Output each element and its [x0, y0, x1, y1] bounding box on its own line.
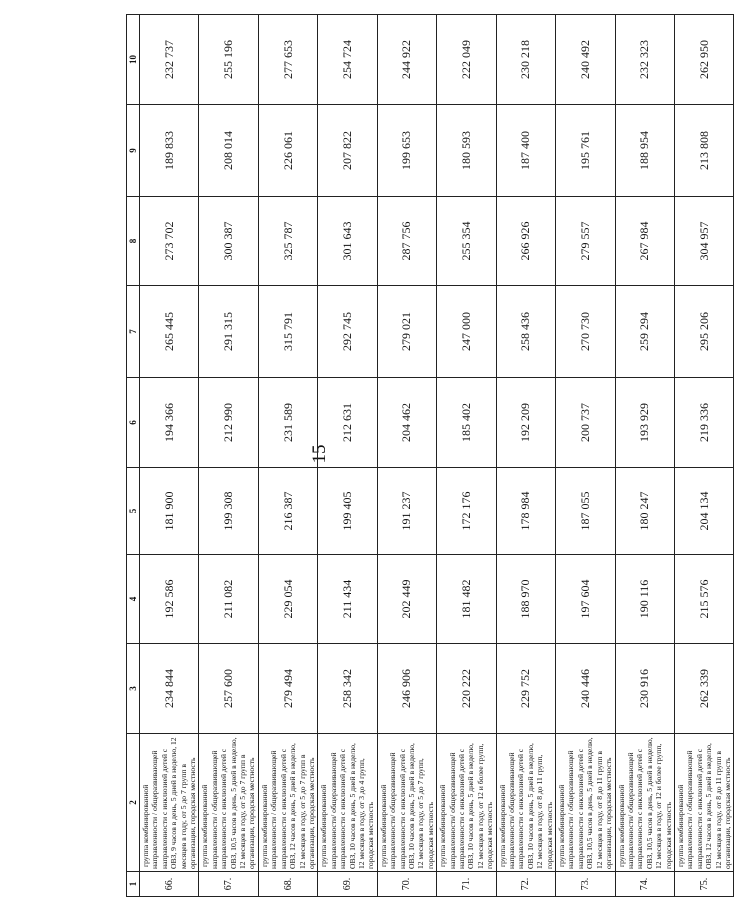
table-row [437, 15, 496, 897]
value-cell-col-7: 247 000 [437, 286, 496, 378]
value-cell-col-9: 188 954 [615, 105, 674, 197]
column-header-4: 4 [127, 555, 140, 644]
value-cell-col-8: 267 984 [615, 197, 674, 286]
row-number-cell: 68. [258, 872, 317, 897]
value-cell-col-9: 208 014 [199, 105, 258, 197]
value-cell-col-3: 257 600 [199, 644, 258, 734]
value-cell-col-5: 187 055 [556, 468, 615, 555]
value-cell-col-6: 231 589 [258, 378, 317, 468]
table-row [615, 15, 674, 897]
value-cell-col-8: 266 926 [496, 197, 555, 286]
value-cell-col-4: 211 082 [199, 555, 258, 644]
rotated-table-frame [126, 15, 732, 897]
value-cell-col-6: 212 631 [318, 378, 377, 468]
value-cell-col-5: 178 984 [496, 468, 555, 555]
page-number: 15 [309, 444, 330, 464]
row-number-cell: 72. [496, 872, 555, 897]
table-row [140, 15, 199, 897]
table-row [674, 15, 733, 897]
group-description-cell: группа комбинированной направленности / общеразвивающей направленности с инклюзией детей с ОВЗ, 12 часов в день, 5 дней в неделю, 12 месяцев в году, от 8 до 11 групп в организации, городская местность [674, 734, 733, 872]
column-header-10: 10 [127, 15, 140, 105]
value-cell-col-7: 265 445 [140, 286, 199, 378]
value-cell-col-6: 193 929 [615, 378, 674, 468]
row-number-cell: 71. [437, 872, 496, 897]
value-cell-col-7: 292 745 [318, 286, 377, 378]
group-description-cell: группа комбинированной направленности/ общеразвивающей направленности с инклюзией детей с ОВЗ, 10,5 часов в день, 5 дней в неделю, 12 месяцев в году, от 12 и более групп, городская местность [615, 734, 674, 872]
value-cell-col-9: 187 400 [496, 105, 555, 197]
value-cell-col-8: 325 787 [258, 197, 317, 286]
value-cell-col-4: 190 116 [615, 555, 674, 644]
value-cell-col-5: 191 237 [377, 468, 436, 555]
value-cell-col-5: 172 176 [437, 468, 496, 555]
value-cell-col-7: 270 730 [556, 286, 615, 378]
value-cell-col-4: 192 586 [140, 555, 199, 644]
column-header-1: 1 [127, 872, 140, 897]
value-cell-col-6: 194 366 [140, 378, 199, 468]
table-row [496, 15, 555, 897]
value-cell-col-4: 181 482 [437, 555, 496, 644]
value-cell-col-7: 315 791 [258, 286, 317, 378]
column-header-8: 8 [127, 197, 140, 286]
value-cell-col-4: 215 576 [674, 555, 733, 644]
value-cell-col-3: 229 752 [496, 644, 555, 734]
column-header-5: 5 [127, 468, 140, 555]
value-cell-col-3: 262 339 [674, 644, 733, 734]
value-cell-col-3: 230 916 [615, 644, 674, 734]
value-cell-col-7: 291 315 [199, 286, 258, 378]
value-cell-col-9: 226 061 [258, 105, 317, 197]
value-cell-col-4: 202 449 [377, 555, 436, 644]
value-cell-col-10: 254 724 [318, 15, 377, 105]
value-cell-col-4: 188 970 [496, 555, 555, 644]
value-cell-col-8: 301 643 [318, 197, 377, 286]
value-cell-col-8: 304 957 [674, 197, 733, 286]
value-cell-col-4: 211 434 [318, 555, 377, 644]
value-cell-col-7: 259 294 [615, 286, 674, 378]
value-cell-col-7: 279 021 [377, 286, 436, 378]
table-row [377, 15, 436, 897]
row-number-cell: 69. [318, 872, 377, 897]
value-cell-col-7: 258 436 [496, 286, 555, 378]
value-cell-col-6: 204 462 [377, 378, 436, 468]
value-cell-col-4: 197 604 [556, 555, 615, 644]
cost-table [126, 14, 734, 897]
value-cell-col-9: 199 653 [377, 105, 436, 197]
value-cell-col-3: 279 494 [258, 644, 317, 734]
value-cell-col-9: 189 833 [140, 105, 199, 197]
value-cell-col-6: 192 209 [496, 378, 555, 468]
value-cell-col-9: 180 593 [437, 105, 496, 197]
table-row [258, 15, 317, 897]
row-number-cell: 74. [615, 872, 674, 897]
value-cell-col-5: 216 387 [258, 468, 317, 555]
row-number-cell: 70. [377, 872, 436, 897]
group-description-cell: группа комбинированной направленности / общеразвивающей направленности с инклюзией детей с ОВЗ, 10,5 часов в день, 5 дней в неделю, 12 месяцев в году, от 5 до 7 групп в организации, городская местность [199, 734, 258, 872]
group-description-cell: группа комбинированной направленности/ общеразвивающей направленности с инклюзией детей с ОВЗ, 10 часов в день, 5 дней в неделю, 12 месяцев в году, от 5 до 7 групп, городская местность [377, 734, 436, 872]
value-cell-col-5: 181 900 [140, 468, 199, 555]
value-cell-col-3: 258 342 [318, 644, 377, 734]
value-cell-col-10: 230 218 [496, 15, 555, 105]
column-header-3: 3 [127, 644, 140, 734]
value-cell-col-9: 195 761 [556, 105, 615, 197]
value-cell-col-10: 277 653 [258, 15, 317, 105]
value-cell-col-5: 204 134 [674, 468, 733, 555]
column-header-9: 9 [127, 105, 140, 197]
row-number-cell: 66. [140, 872, 199, 897]
value-cell-col-3: 220 222 [437, 644, 496, 734]
group-description-cell: группа комбинированной направленности / общеразвивающей направленности с инклюзией детей с ОВЗ, 12 часов в день, 5 дней в неделю, 12 месяцев в году, от 5 до 7 групп в организации, городская местность [258, 734, 317, 872]
value-cell-col-10: 262 950 [674, 15, 733, 105]
row-number-cell: 75. [674, 872, 733, 897]
value-cell-col-8: 279 557 [556, 197, 615, 286]
group-description-cell: группа комбинированной направленности/ общеразвивающей направленности с инклюзией детей с ОВЗ, 10 часов в день, 5 дней в неделю, 12 месяцев в году, от 8 до 11 групп, городская местность [496, 734, 555, 872]
value-cell-col-8: 255 354 [437, 197, 496, 286]
column-header-7: 7 [127, 286, 140, 378]
value-cell-col-9: 213 808 [674, 105, 733, 197]
group-description-cell: группа комбинированной направленности/ общеразвивающей направленности с инклюзией детей с ОВЗ, 10 часов в день, 5 дней в неделю, 12 месяцев в году, от 12 и более групп, городская местность [437, 734, 496, 872]
value-cell-col-10: 222 049 [437, 15, 496, 105]
column-header-6: 6 [127, 378, 140, 468]
table-row [556, 15, 615, 897]
value-cell-col-8: 300 387 [199, 197, 258, 286]
value-cell-col-10: 240 492 [556, 15, 615, 105]
table-row [199, 15, 258, 897]
group-description-cell: группа комбинированной направленности/ общеразвивающей направленности с инклюзией детей с ОВЗ, 10 часов в день, 5 дней в неделю, 12 месяцев в году, от 3 до 4 групп, городская местность [318, 734, 377, 872]
value-cell-col-3: 240 446 [556, 644, 615, 734]
value-cell-col-7: 295 206 [674, 286, 733, 378]
value-cell-col-10: 255 196 [199, 15, 258, 105]
value-cell-col-6: 200 737 [556, 378, 615, 468]
value-cell-col-10: 232 323 [615, 15, 674, 105]
table-body [140, 15, 734, 897]
table-row [318, 15, 377, 897]
row-number-cell: 73. [556, 872, 615, 897]
value-cell-col-6: 185 402 [437, 378, 496, 468]
column-header-row [127, 15, 140, 897]
value-cell-col-8: 287 756 [377, 197, 436, 286]
value-cell-col-5: 180 247 [615, 468, 674, 555]
value-cell-col-3: 246 906 [377, 644, 436, 734]
value-cell-col-5: 199 405 [318, 468, 377, 555]
value-cell-col-6: 212 990 [199, 378, 258, 468]
value-cell-col-4: 229 054 [258, 555, 317, 644]
value-cell-col-9: 207 822 [318, 105, 377, 197]
table-container [126, 15, 732, 897]
value-cell-col-6: 219 336 [674, 378, 733, 468]
value-cell-col-10: 232 737 [140, 15, 199, 105]
value-cell-col-3: 234 844 [140, 644, 199, 734]
row-number-cell: 67. [199, 872, 258, 897]
column-header-2: 2 [127, 734, 140, 872]
group-description-cell: группа комбинированной направленности / общеразвивающей направленности с инклюзией детей с ОВЗ, 10,5 часов в день, 5 дней в неделю, 12 месяцев в году, от 8 до 11 групп в организации, городская местность [556, 734, 615, 872]
value-cell-col-10: 244 922 [377, 15, 436, 105]
value-cell-col-8: 273 702 [140, 197, 199, 286]
group-description-cell: группа комбинированной направленности / общеразвивающей направленности с инклюзией детей с ОВЗ, 9 часов в день, 5 дней в неделю, 12 месяцев в году, от 5 до 7 групп в организации, городская местность [140, 734, 199, 872]
value-cell-col-5: 199 308 [199, 468, 258, 555]
